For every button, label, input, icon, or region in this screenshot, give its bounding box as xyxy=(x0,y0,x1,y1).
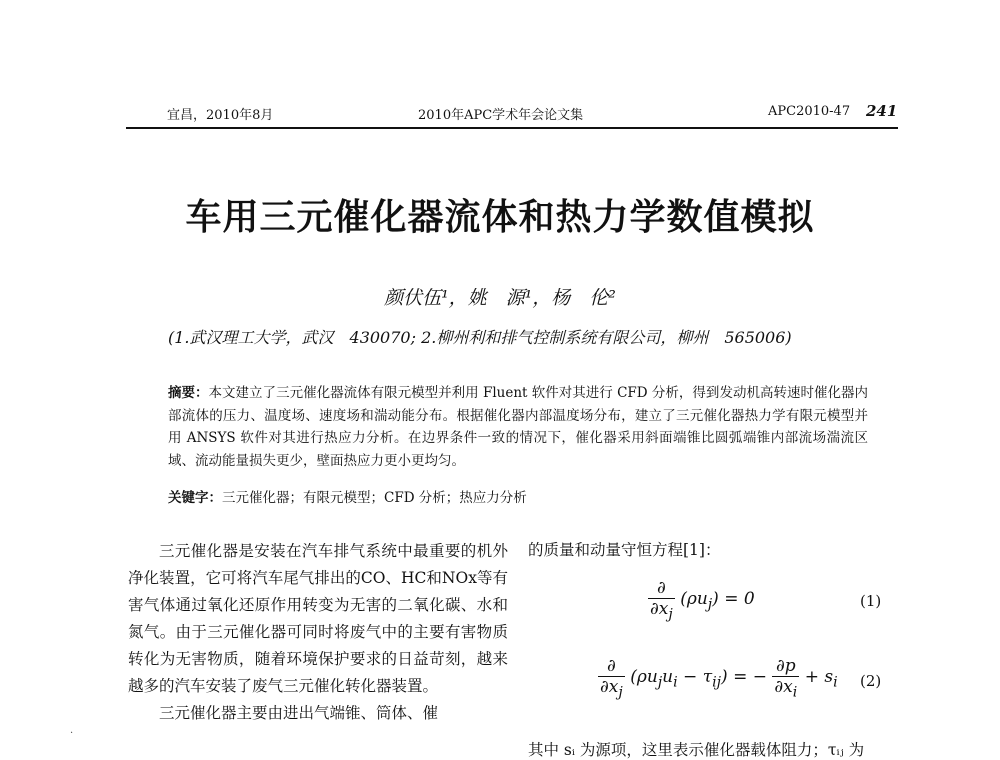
scan-speck: · xyxy=(70,728,74,739)
body-paragraph-1: 三元催化器是安装在汽车排气系统中最重要的机外净化装置，它可将汽车尾气排出的CO、HC和NOx等有害气体通过氧化还原作用转变为无害的二氧化碳、水和氮气。由于三元催化器可同时将废气中的主要有害物质转化为无害物质，随着环境保护要求的日益苛刻，越来越多的汽车安装了废气三元催化转化器装置。 xyxy=(128,542,508,695)
keywords-text: 三元催化器；有限元模型；CFD 分析；热应力分析 xyxy=(222,490,527,506)
body-right-tail: 其中 sᵢ 为源项，这里表示催化器载体阻力；τᵢⱼ 为 xyxy=(528,741,865,759)
header-rule xyxy=(126,127,898,129)
body-left-column xyxy=(128,538,508,727)
abstract-text: 本文建立了三元催化器流体有限元模型并利用 Fluent 软件对其进行 CFD 分析，得到发动机高转速时催化器内部流体的压力、温度场、速度场和湍动能分布。根据催化器内部温度场分布，建立了三元催化器热力学有限元模型并用 ANSYS 软件对其进行热应力分析。在边界条件一致的情况下，催化器采用斜面端锥比圆弧端锥内部流场湍流区域、流动能量损失更少，壁面热应力更小更均匀。 xyxy=(168,385,869,469)
equation-1-number: (1) xyxy=(860,592,882,610)
equation-2-number: (2) xyxy=(860,672,882,690)
page-number: 241 xyxy=(866,102,898,120)
equation-1: $\frac{\partial}{\partial x_j}$ $(\rho u_j) = 0$ xyxy=(650,578,755,623)
paper-authors: 颜伏伍¹，姚 源¹，杨 伦² xyxy=(384,287,616,309)
running-header-left: 宜昌，2010年8月 xyxy=(167,108,274,123)
paper-title: 车用三元催化器流体和热力学数值模拟 xyxy=(185,197,815,238)
keywords xyxy=(168,486,868,506)
abstract-label: 摘要： xyxy=(168,385,209,401)
body-right-intro: 的质量和动量守恒方程[1]： xyxy=(528,541,721,559)
abstract xyxy=(168,382,868,472)
body-paragraph-2: 三元催化器主要由进出气端锥、筒体、催 xyxy=(159,704,439,722)
running-header-center: 2010年APC学术年会论文集 xyxy=(418,108,584,123)
paper-affiliation: (1.武汉理工大学，武汉 430070; 2.柳州利和排气控制系统有限公司，柳州 565006) xyxy=(168,328,792,347)
equation-2: $\frac{\partial}{\partial x_j}$ $(\rho u_ju_i - \tau_{ij})$ = − $\frac{\partial p}{\partial x_i}$ + $s_i$ xyxy=(600,656,838,701)
keywords-label: 关键字： xyxy=(168,490,222,506)
running-header-right: APC2010-47 xyxy=(768,104,851,119)
